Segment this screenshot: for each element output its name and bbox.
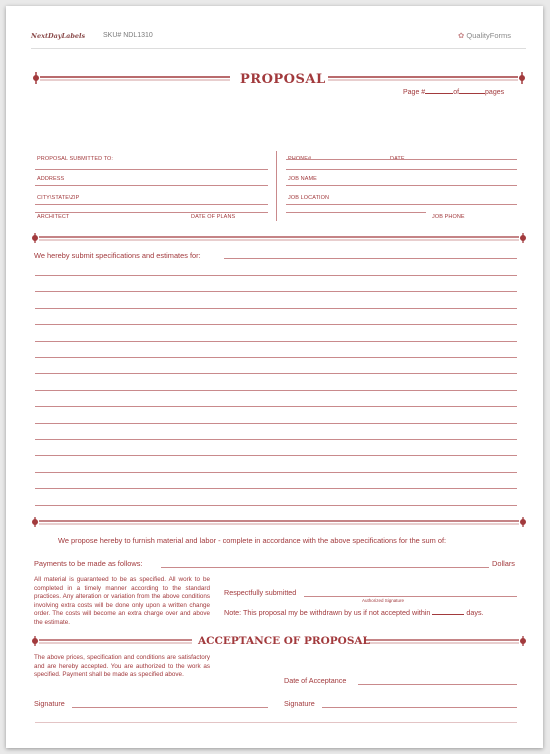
date-of-acceptance-line[interactable] <box>358 684 517 685</box>
spec-line[interactable] <box>35 275 517 276</box>
architect-label: ARCHITECT <box>37 214 70 220</box>
withdrawal-note: Note: This proposal my be withdrawn by us if not accepted within days. <box>224 608 484 617</box>
specifications-intro: We hereby submit specifications and estimates for: <box>34 251 201 260</box>
job-name-label: JOB NAME <box>288 176 317 182</box>
job-name-line[interactable] <box>286 185 517 186</box>
submitted-to-line[interactable] <box>35 169 268 170</box>
section-divider-ornament <box>30 232 528 244</box>
spec-line[interactable] <box>35 488 517 489</box>
proposal-submitted-to-label: PROPOSAL SUBMITTED TO: <box>37 156 114 162</box>
spec-line[interactable] <box>35 373 517 374</box>
spec-line[interactable] <box>35 455 517 456</box>
spec-line[interactable] <box>35 505 517 506</box>
city-state-zip-line[interactable] <box>35 204 268 205</box>
architect-line[interactable] <box>35 212 268 213</box>
specs-line-first[interactable] <box>224 258 517 259</box>
phone-label: PHONE# <box>288 156 312 162</box>
logo-mark-icon: ✿ <box>458 31 465 40</box>
brand-left-logo: NextDayLabels <box>31 32 86 40</box>
spec-line[interactable] <box>35 341 517 342</box>
page-number-line: Page # of pages <box>403 89 505 96</box>
job-location-line-2[interactable] <box>286 212 426 213</box>
address-label: ADDRESS <box>37 176 65 182</box>
spec-line[interactable] <box>35 390 517 391</box>
date-of-plans-label: DATE OF PLANS <box>191 214 236 220</box>
job-phone-label: JOB PHONE <box>432 214 465 220</box>
authorized-signature-line[interactable] <box>304 596 517 597</box>
guarantee-text: All material is guaranteed to be as specified. All work to be completed in a timely manner according to the standard practices. Any alteration or variation from the above conditions involving extra costs will be done only upon a written change order. The costs will become an extra charge over and above the estimate. <box>34 576 210 626</box>
spec-line[interactable] <box>35 423 517 424</box>
authorized-signature-caption: Authorized Signature <box>362 598 405 603</box>
city-state-zip-label: CITY\STATE\ZIP <box>37 195 80 201</box>
header-rule <box>31 48 526 49</box>
spec-line[interactable] <box>35 406 517 407</box>
spec-line[interactable] <box>35 439 517 440</box>
brand-right-logo: ✿ QualityForms <box>458 31 511 40</box>
acceptance-text: The above prices, specification and conditions are satisfactory and are hereby accepted. You are authorized to the work as specified. Payment shall be made as specified above. <box>34 654 210 679</box>
acceptance-title: ACCEPTANCE OF PROPOSAL <box>198 635 370 647</box>
date-of-acceptance-label: Date of Acceptance <box>284 676 347 685</box>
bottom-rule <box>35 722 517 723</box>
payments-line[interactable] <box>161 567 489 568</box>
phone-line[interactable] <box>286 169 517 170</box>
phone-date-line[interactable] <box>286 159 517 160</box>
days-blank[interactable] <box>432 614 464 615</box>
spec-line[interactable] <box>35 472 517 473</box>
furnish-statement: We propose hereby to furnish material and labor - complete in accordance with the above specifications for the sum of: <box>58 536 447 545</box>
signature-right-line[interactable] <box>322 707 517 708</box>
section-divider-ornament-2 <box>30 516 528 528</box>
dollars-label: Dollars <box>492 559 515 568</box>
fields-divider <box>276 151 277 221</box>
job-location-label: JOB LOCATION <box>288 195 330 201</box>
spec-line[interactable] <box>35 308 517 309</box>
form-sheet <box>6 6 543 748</box>
spec-line[interactable] <box>35 291 517 292</box>
spec-line[interactable] <box>35 324 517 325</box>
sku-label: SKU# NDL1310 <box>103 32 153 39</box>
address-line[interactable] <box>35 185 268 186</box>
signature-left-line[interactable] <box>72 707 268 708</box>
signature-right-label: Signature <box>284 699 315 708</box>
respectfully-submitted-label: Respectfully submitted <box>224 588 297 597</box>
page-title: PROPOSAL <box>240 72 326 87</box>
date-label: DATE <box>390 156 405 162</box>
payments-label: Payments to be made as follows: <box>34 559 143 568</box>
signature-left-label: Signature <box>34 699 65 708</box>
job-location-line[interactable] <box>286 204 517 205</box>
spec-line[interactable] <box>35 357 517 358</box>
